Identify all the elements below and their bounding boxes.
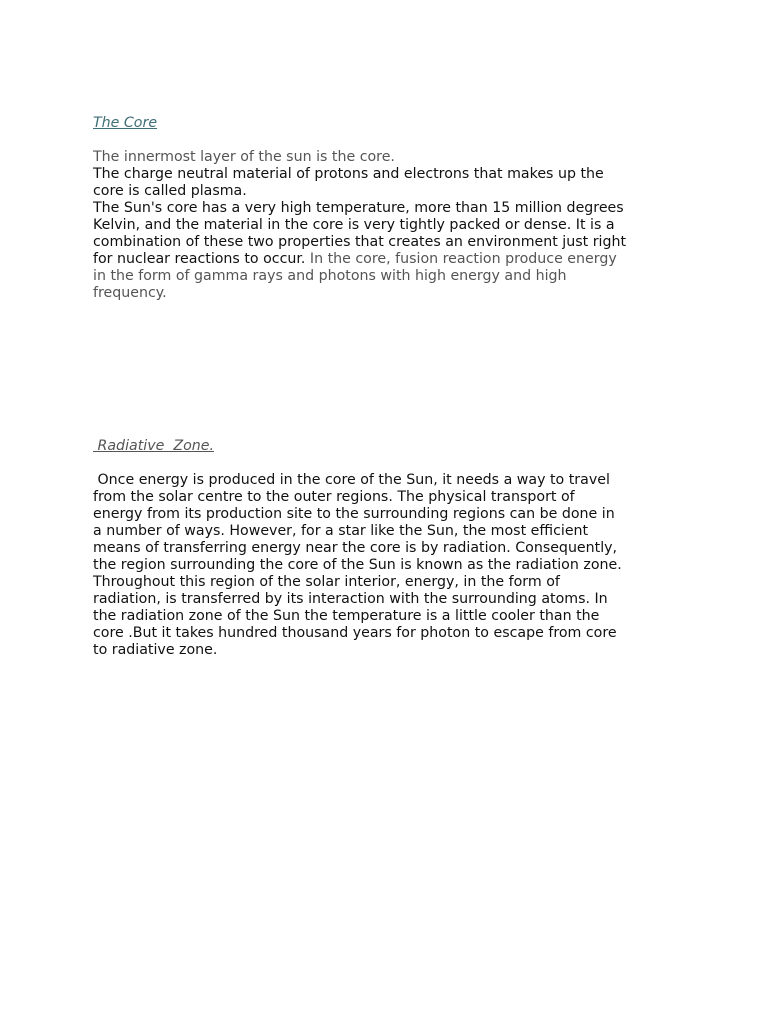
core-text-segment: The charge neutral material of protons and electrons that makes up the bbox=[93, 166, 604, 182]
radiative-zone-heading: Radiative Zone. bbox=[93, 438, 214, 454]
core-text-segment: The innermost layer of the sun is the core. bbox=[93, 149, 395, 165]
radiative-text-segment: a number of ways. However, for a star like the Sun, the most efficient bbox=[93, 523, 589, 539]
radiative-text-line bbox=[93, 608, 693, 625]
radiative-text-line bbox=[93, 625, 693, 642]
core-text-line bbox=[93, 285, 693, 302]
radiative-text-line bbox=[93, 591, 693, 608]
radiative-text-segment: Throughout this region of the solar interior, energy, in the form of bbox=[93, 574, 560, 590]
core-text-line bbox=[93, 166, 693, 183]
core-heading: The Core bbox=[93, 115, 158, 131]
radiative-text-line bbox=[93, 523, 693, 540]
core-text-segment: for nuclear reactions to occur. bbox=[93, 251, 310, 267]
core-text-line bbox=[93, 149, 693, 166]
core-text-segment: frequency. bbox=[93, 285, 167, 301]
radiative-text-segment: the region surrounding the core of the Sun is known as the radiation zone. bbox=[93, 557, 622, 573]
radiative-text-line bbox=[93, 472, 693, 489]
radiative-text-line bbox=[93, 574, 693, 591]
core-text-line bbox=[93, 234, 693, 251]
core-text-segment: In the core, fusion reaction produce energy bbox=[309, 251, 617, 267]
radiative-text-segment: to radiative zone. bbox=[93, 642, 218, 658]
radiative-text-line bbox=[93, 540, 693, 557]
radiative-text-line bbox=[93, 642, 693, 659]
core-text-segment: core is called plasma. bbox=[93, 183, 247, 199]
radiative-text-line bbox=[93, 489, 693, 506]
core-text-segment: The Sun's core has a very high temperature, more than 15 million degrees bbox=[93, 200, 624, 216]
core-section-body bbox=[93, 149, 693, 302]
core-text-line bbox=[93, 217, 693, 234]
core-text-line bbox=[93, 183, 693, 200]
radiative-text-segment: the radiation zone of the Sun the temperature is a little cooler than the bbox=[93, 608, 600, 624]
radiative-text-segment: Once energy is produced in the core of the Sun, it needs a way to travel bbox=[93, 472, 610, 488]
core-text-segment: in the form of gamma rays and photons with high energy and high bbox=[93, 268, 567, 284]
core-text-line bbox=[93, 251, 693, 268]
radiative-zone-section-body bbox=[93, 472, 693, 659]
radiative-text-line bbox=[93, 506, 693, 523]
radiative-text-segment: core .But it takes hundred thousand years for photon to escape from core bbox=[93, 625, 617, 641]
radiative-text-segment: radiation, is transferred by its interaction with the surrounding atoms. In bbox=[93, 591, 608, 607]
core-text-segment: Kelvin, and the material in the core is very tightly packed or dense. It is a bbox=[93, 217, 615, 233]
core-text-line bbox=[93, 200, 693, 217]
radiative-text-segment: means of transferring energy near the core is by radiation. Consequently, bbox=[93, 540, 618, 556]
radiative-text-segment: energy from its production site to the surrounding regions can be done in bbox=[93, 506, 615, 522]
core-text-line bbox=[93, 268, 693, 285]
core-text-segment: combination of these two properties that creates an environment just right bbox=[93, 234, 627, 250]
radiative-text-line bbox=[93, 557, 693, 574]
radiative-text-segment: from the solar centre to the outer regions. The physical transport of bbox=[93, 489, 575, 505]
